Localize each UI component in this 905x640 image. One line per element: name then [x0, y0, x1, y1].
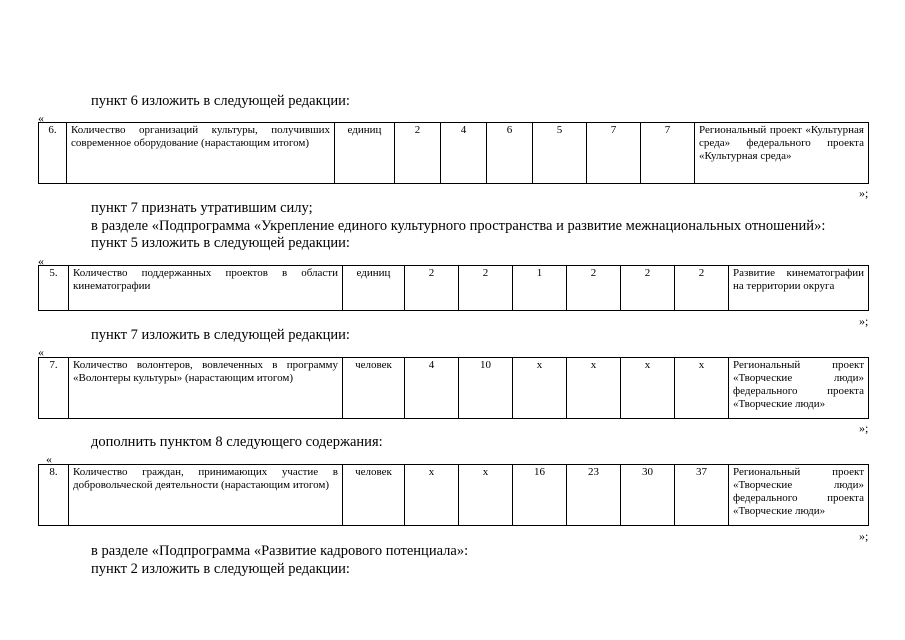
value-cell: х [513, 358, 567, 419]
value-cell: 7 [641, 123, 695, 184]
unit-cell: единиц [335, 123, 395, 184]
value-cell: х [621, 358, 675, 419]
instruction-item-6: пункт 6 изложить в следующей редакции: [91, 93, 350, 109]
close-quote: »; [859, 186, 869, 200]
value-cell: 4 [405, 358, 459, 419]
value-cell: 2 [459, 266, 513, 311]
instruction-item-7-void: пункт 7 признать утратившим силу; [91, 200, 313, 216]
row-number: 7. [39, 358, 69, 419]
value-cell: 2 [405, 266, 459, 311]
section-heading-staff: в разделе «Подпрограмма «Развитие кадрового потенциала»: [91, 543, 469, 559]
indicator-name: Количество граждан, принимающих участие в добровольческой деятельности (нарастающим итогом) [69, 465, 343, 526]
unit-cell: человек [343, 465, 405, 526]
value-cell: 4 [441, 123, 487, 184]
source-cell: Региональный проект «Творческие люди» федерального проекта «Творческие люди» [729, 465, 869, 526]
table-row [38, 265, 869, 311]
source-cell: Развитие кинематографии на территории округа [729, 266, 869, 311]
value-cell: х [405, 465, 459, 526]
value-cell: 10 [459, 358, 513, 419]
source-cell: Региональный проект «Творческие люди» федерального проекта «Творческие люди» [729, 358, 869, 419]
row-number: 8. [39, 465, 69, 526]
value-cell: 2 [621, 266, 675, 311]
value-cell: 2 [675, 266, 729, 311]
row-number: 6. [39, 123, 67, 184]
open-quote: « [38, 254, 44, 268]
row-number: 5. [39, 266, 69, 311]
section-heading-culture: в разделе «Подпрограмма «Укрепление единого культурного пространства и развитие межнациональных отношений»: [91, 218, 826, 234]
close-quote: »; [859, 421, 869, 435]
value-cell: 2 [567, 266, 621, 311]
value-cell: 37 [675, 465, 729, 526]
instruction-add-item-8: дополнить пунктом 8 следующего содержания: [91, 434, 383, 450]
value-cell: х [459, 465, 513, 526]
unit-cell: единиц [343, 266, 405, 311]
table-row [38, 122, 869, 184]
close-quote: »; [859, 314, 869, 328]
value-cell: 7 [587, 123, 641, 184]
instruction-item-5: пункт 5 изложить в следующей редакции: [91, 235, 350, 251]
value-cell: х [567, 358, 621, 419]
open-quote: « [46, 452, 52, 466]
source-cell: Региональный проект «Культурная среда» федерального проекта «Культурная среда» [695, 123, 869, 184]
value-cell: х [675, 358, 729, 419]
value-cell: 16 [513, 465, 567, 526]
table-row [38, 357, 869, 419]
table-row [38, 464, 869, 526]
indicator-name: Количество организаций культуры, получивших современное оборудование (нарастающим итогом) [67, 123, 335, 184]
instruction-item-7: пункт 7 изложить в следующей редакции: [91, 327, 350, 343]
value-cell: 1 [513, 266, 567, 311]
unit-cell: человек [343, 358, 405, 419]
indicator-name: Количество поддержанных проектов в области кинематографии [69, 266, 343, 311]
value-cell: 5 [533, 123, 587, 184]
value-cell: 2 [395, 123, 441, 184]
indicator-name: Количество волонтеров, вовлеченных в программу «Волонтеры культуры» (нарастающим итогом) [69, 358, 343, 419]
value-cell: 23 [567, 465, 621, 526]
value-cell: 30 [621, 465, 675, 526]
open-quote: « [38, 345, 44, 359]
instruction-item-2: пункт 2 изложить в следующей редакции: [91, 561, 350, 577]
value-cell: 6 [487, 123, 533, 184]
open-quote: « [38, 111, 44, 125]
close-quote: »; [859, 529, 869, 543]
